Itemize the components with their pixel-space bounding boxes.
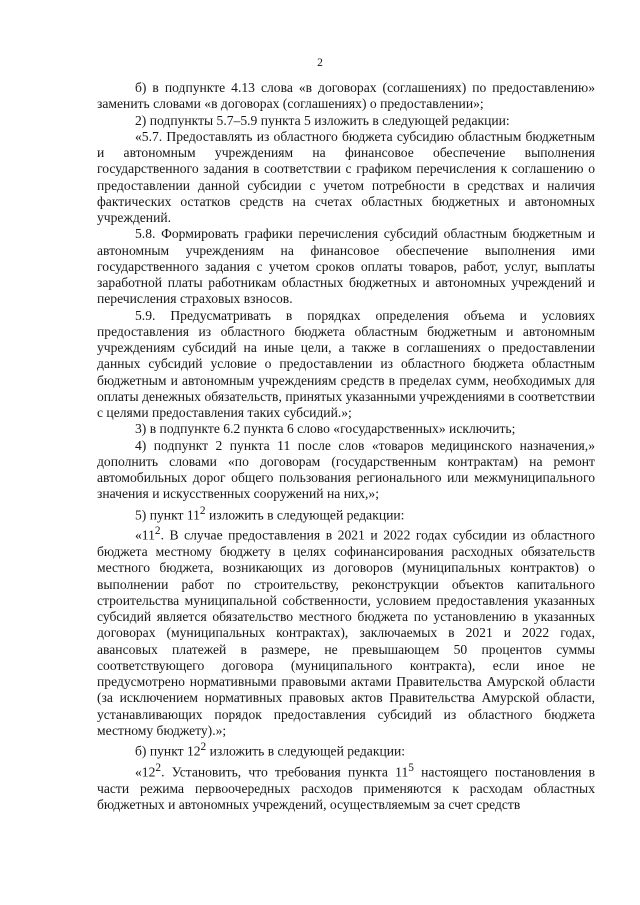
paragraph-text: . В случае предоставления в 2021 и 2022 годах субсидии из областного бюджета местному бюджету в целях софинансирования расходных обязательств местного бюджета, возникающих из договоров (муниципальных контрактов) о выполнении работ по строительству, реконструкции объектов капитального строительства муниципальной собственности, условием предоставления указанных субсидий является обязательство местного бюджета по установлению в указанных договорах (муниципальных контрактах), заключаемых в 2021 и 2022 годах, авансовых платежей в размере, не превышающем 50 процентов суммы соответствующего договора (муниципального контракта), если иное не предусмотрено нормативными правовыми актами Правительства Амурской области (за исключением нормативных правовых актов Правительства Амурской области, устанавливающих порядок предоставления субсидий из областного бюджета местному бюджету).»; [97,527,595,738]
paragraph-text: 5) пункт 11 [135,507,200,523]
paragraph-4-13-amendment: б) в подпункте 4.13 слова «в договорах (соглашениях) по предоставлению» заменить словами «в договорах (соглашениях) о предоставлении»; [97,80,595,112]
paragraph-item-6-intro [97,739,595,760]
paragraph-text: б) пункт 12 [135,743,201,759]
paragraph-text: . Установить, что требования пункта 11 [161,764,409,780]
paragraph-text: изложить в следующей редакции: [205,507,405,523]
paragraph-item-3: 3) в подпункте 6.2 пункта 6 слово «государственных» исключить; [135,421,516,437]
paragraph-12-2 [97,760,595,813]
paragraph-item-2-intro: 2) подпункты 5.7–5.9 пункта 5 изложить в следующей редакции: [135,112,510,128]
superscript: 5 [408,761,414,774]
paragraph-text: «12 [135,764,156,780]
document-body [97,80,595,813]
paragraph-text: «11 [135,527,155,543]
superscript: 2 [155,761,162,774]
paragraph-item-5-intro [97,503,595,524]
superscript: 2 [199,504,206,517]
paragraph-5-9: 5.9. Предусматривать в порядках определения объема и условиях предоставления из областного бюджета областным бюджетным и автономным учреждениям субсидий на иные цели, а также в соглашениях о предоставлении данных субсидий условие о предоставлении из областного бюджета областным бюджетным и автономным учреждениям средств в пределах сумм, необходимых для оплаты денежных обязательств, принятых указанными учреждениями в соответствии с целями предоставления таких субсидий.»; [97,307,595,420]
paragraph-item-4: 4) подпункт 2 пункта 11 после слов «товаров медицинского назначения,» дополнить словами «по договорам (государственным контрактам) на ремонт автомобильных дорог общего пользования регионального или межмуниципального значения и искусственных сооружений на них,»; [97,437,595,502]
paragraph-11-2 [97,523,595,739]
paragraph-text: настоящего постановления в части режима первоочередных расходов применяются к расходам областных бюджетных и автономных учреждений, осуществляемым за счет средств [97,764,595,812]
paragraph-5-7: «5.7. Предоставлять из областного бюджета субсидию областным бюджетным и автономным учреждениям на финансовое обеспечение выполнения государственного задания в соответствии с графиком перечисления к соглашению о предоставлении данной субсидии с учетом потребности в средствах и наличия фактических остатков средств на счетах областных бюджетных и автономных учреждений. [97,128,595,225]
paragraph-5-8: 5.8. Формировать графики перечисления субсидий областным бюджетным и автономным учреждениям на финансовое обеспечение выполнения ими государственного задания с учетом сроков оплаты товаров, работ, услуг, выплаты заработной платы работникам областных бюджетных и автономных учреждений и перечисления страховых взносов. [97,226,595,307]
page-number: 2 [317,57,323,69]
paragraph-text: изложить в следующей редакции: [206,743,406,759]
superscript: 2 [154,525,161,538]
superscript: 2 [200,741,207,754]
